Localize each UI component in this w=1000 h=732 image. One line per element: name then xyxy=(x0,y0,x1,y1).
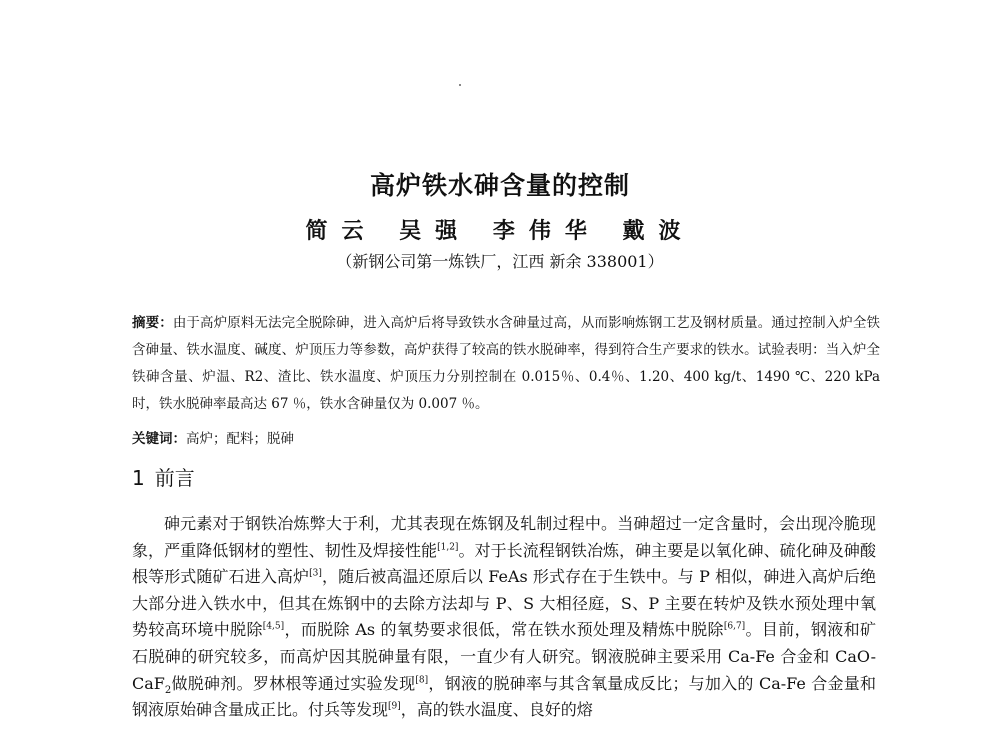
author-list: 简云 吴强 李伟华 戴波 xyxy=(305,218,695,244)
section-number: 1 xyxy=(132,466,145,490)
subscript: 2 xyxy=(164,684,172,696)
citation-ref: [6,7] xyxy=(723,622,746,633)
body-paragraph xyxy=(132,511,876,724)
keywords-label: 关键词： xyxy=(132,431,186,447)
citation-ref: [3] xyxy=(309,568,322,579)
citation-ref: [9] xyxy=(388,701,401,712)
citation-ref: [8] xyxy=(415,675,429,686)
keywords xyxy=(132,427,294,447)
body-sentence: 。对于长流程钢铁冶炼，砷主要是以氧化砷、硫化砷及砷酸根等形式随矿石进入高炉 xyxy=(132,540,876,587)
paper-title: 高炉铁水砷含量的控制 xyxy=(369,171,630,200)
abstract-text: 由于高炉原料无法完全脱除砷，进入高炉后将导致铁水含砷量过高，从而影响炼钢工艺及钢材质量。通过控制入炉全铁含砷量、铁水温度、碱度、炉顶压力等参数，高炉获得了较高的铁水脱砷率，得到符合生产要求的铁水。试验表明：当入炉全铁砷含量、炉温、R2、渣比、铁水温度、炉顶压力分别控制在 0.015％、0.4％、1.20、400 kg/t、1490 ℃、220 kPa 时，铁水脱砷率最高达 67 ％，铁水含砷量仅为 0.007 ％。 xyxy=(132,315,881,412)
abstract xyxy=(132,310,880,418)
body-sentence: 砷元素对于钢铁冶炼弊大于利，尤其表现在炼钢及轧制过程中。当砷超过一定含量时，会出现冷脆现象，严重降低钢材的塑性、韧性及焊接性能 xyxy=(132,514,876,560)
affiliation: （新钢公司第一炼铁厂，江西 新余 338001） xyxy=(336,252,664,271)
body-sentence: 做脱砷剂。罗林根等通过实验发现 xyxy=(171,673,416,693)
scan-speck xyxy=(459,84,461,86)
abstract-label: 摘要： xyxy=(132,315,173,331)
section-title: 前言 xyxy=(154,466,195,490)
body-sentence: ，钢液的脱砷率与其含氧量成反比；与加入的 Ca-Fe 合金量和钢液原始砷含量成正比。付兵等发现 xyxy=(132,673,876,720)
keywords-text: 高炉；配料；脱砷 xyxy=(186,431,294,447)
body-sentence: ，而脱除 As 的氧势要求很低，常在铁水预处理及精炼中脱除 xyxy=(284,620,724,640)
body-sentence: ，高的铁水温度、良好的熔 xyxy=(400,700,593,720)
body-sentence: ，随后被高温还原后以 FeAs 形式存在于生铁中。与 P 相似，砷进入高炉后绝大部分进入铁水中，但其在炼钢中的去除方法却与 P、S 大相径庭，S、P 主要在转炉及铁水预处理中氧势较高环境中脱除 xyxy=(132,567,876,640)
body-sentence: 。目前，钢液和矿石脱砷的研究较多，而高炉因其脱砷量有限，一直少有人研究。钢液脱砷主要采用 Ca-Fe 合金和 CaO-CaF xyxy=(132,620,876,693)
citation-ref: [4,5] xyxy=(262,622,285,633)
section-heading xyxy=(132,462,195,491)
citation-ref: [1,2] xyxy=(437,542,459,553)
